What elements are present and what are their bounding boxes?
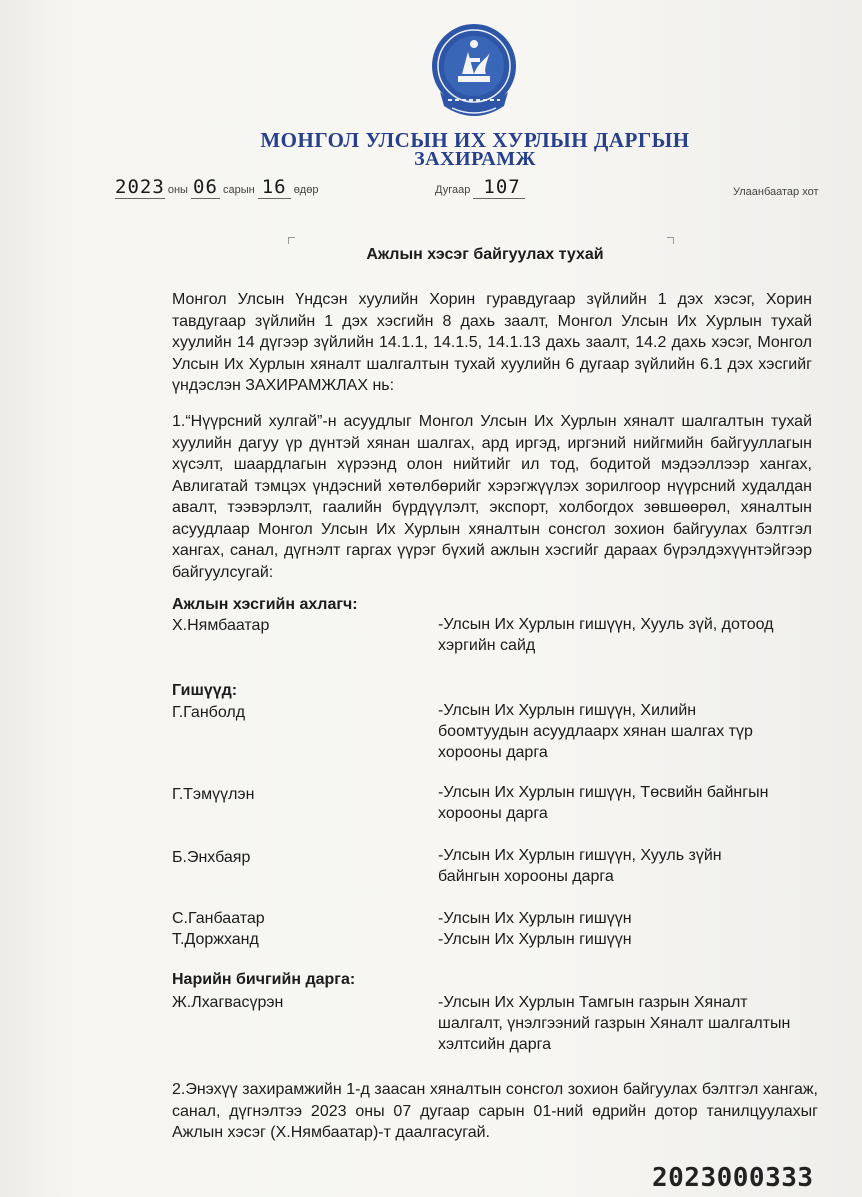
date-day-suffix: өдөр bbox=[293, 184, 319, 196]
state-emblem-icon bbox=[428, 22, 520, 120]
document-title: Ажлын хэсэг байгуулах тухай bbox=[366, 246, 604, 263]
city-label: Улаанбаатар хот bbox=[733, 186, 819, 198]
date-field bbox=[115, 176, 318, 199]
leader-heading: Ажлын хэсгийн ахлагч: bbox=[172, 596, 358, 613]
member-name: Г.Ганболд bbox=[172, 704, 246, 721]
date-day: 16 bbox=[261, 176, 287, 198]
members-heading: Гишүүд: bbox=[172, 682, 238, 699]
clause-1-paragraph bbox=[172, 411, 812, 583]
clause-2-paragraph bbox=[172, 1079, 818, 1144]
secretary-role: -Улсын Их Хурлын Тамгын газрын Хяналт шалгалт, үнэлгээний газрын Хяналт шалгалтын хэлтсийн дарга bbox=[438, 994, 791, 1053]
secretary-heading: Нарийн бичгийн дарга: bbox=[172, 971, 356, 988]
leader-name: Х.Нямбаатар bbox=[172, 617, 270, 634]
preamble-paragraph bbox=[172, 289, 812, 397]
member-role: -Улсын Их Хурлын гишүүн, Хууль зүйн байнгын хорооны дарга bbox=[438, 847, 722, 885]
member-role: -Улсын Их Хурлын гишүүн bbox=[438, 910, 632, 927]
clause-1-text: 1.“Нүүрсний хулгай”-н асуудлыг Монгол Улсын Их Хурлын хяналт шалгалтын тухай хуулийн дагуу үр дүнтэй хянан шалгах, ард иргэд, иргэний нийгмийн байгууллагын хүсэлт, шаардлагын хүрээнд олон нийтийг ил тод, бодитой мэдээллээр хангах, Авлигатай тэмцэх үндэсний хөтөлбөрийг хэрэгжүүлэх зорилгоор нүүрсний худалдан авалт, тээвэрлэлт, гаалийн бүрдүүлэлт, экспорт, холбогдох зөвшөөрөл, хяналтын асуудлаар Монгол Улсын Их Хурлын хяналтын сонсгол зохион байгуулах бэлтгэл хангах, санал, дүгнэлт гаргах үүрэг бүхий ажлын хэсгийг дараах бүрэлдэхүүнтэйгээр байгуулсугай: bbox=[172, 413, 812, 581]
secretary-name: Ж.Лхагвасүрэн bbox=[172, 994, 284, 1011]
member-role: -Улсын Их Хурлын гишүүн, Төсвийн байнгын хорооны дарга bbox=[438, 784, 769, 822]
date-month: 06 bbox=[193, 176, 218, 198]
member-role: -Улсын Их Хурлын гишүүн bbox=[438, 931, 632, 948]
member-name: С.Ганбаатар bbox=[172, 910, 265, 927]
date-year-suffix: оны bbox=[167, 184, 188, 196]
decree-number: 107 bbox=[483, 176, 521, 198]
date-year: 2023 bbox=[115, 176, 165, 198]
decree-header-line1: МОНГОЛ УЛСЫН ИХ ХУРЛЫН ДАРГЫН bbox=[260, 128, 690, 152]
corner-mark-right bbox=[667, 237, 674, 244]
member-role: -Улсын Их Хурлын гишүүн, Хилийн боомтуудын асуудлаарх хянан шалгах түр хорооны дарга bbox=[438, 702, 753, 761]
registration-number: 2023000333 bbox=[652, 1163, 814, 1193]
member-name: Т.Доржханд bbox=[172, 931, 259, 948]
clause-2-text: 2.Энэхүү захирамжийн 1-д заасан хяналтын сонсгол зохион байгуулах бэлтгэл хангаж, санал, дүгнэлтээ 2023 оны 07 дугаар сарын 01-ний өдрийн дотор танилцуулахыг Ажлын хэсэг (Х.Нямбаатар)-т даалгасугай. bbox=[172, 1081, 818, 1141]
corner-mark-left bbox=[288, 237, 295, 244]
number-field bbox=[435, 176, 525, 199]
member-name: Г.Тэмүүлэн bbox=[172, 786, 255, 803]
member-name: Б.Энхбаяр bbox=[172, 849, 251, 866]
number-label: Дугаар bbox=[435, 184, 471, 196]
date-month-suffix: сарын bbox=[222, 184, 255, 196]
decree-header-line2: ЗАХИРАМЖ bbox=[414, 148, 536, 170]
preamble-text: Монгол Улсын Үндсэн хуулийн Хорин гуравдугаар зүйлийн 1 дэх хэсэг, Хорин тавдугаар зүйлийн 1 дэх хэсгийн 8 дахь заалт, Монгол Улсын Их Хурлын тухай хуулийн 14 дүгээр зүйлийн 14.1.1, 14.1.5, 14.1.13 дахь заалт, 14.2 дахь хэсэг, Монгол Улсын Их Хурлын хяналт шалгалтын тухай хуулийн 6 дугаар зүйлийн 6.1 дэх хэсгийг үндэслэн ЗАХИРАМЖЛАХ нь: bbox=[172, 291, 812, 394]
leader-role: -Улсын Их Хурлын гишүүн, Хууль зүй, дотоод хэргийн сайд bbox=[438, 616, 774, 654]
